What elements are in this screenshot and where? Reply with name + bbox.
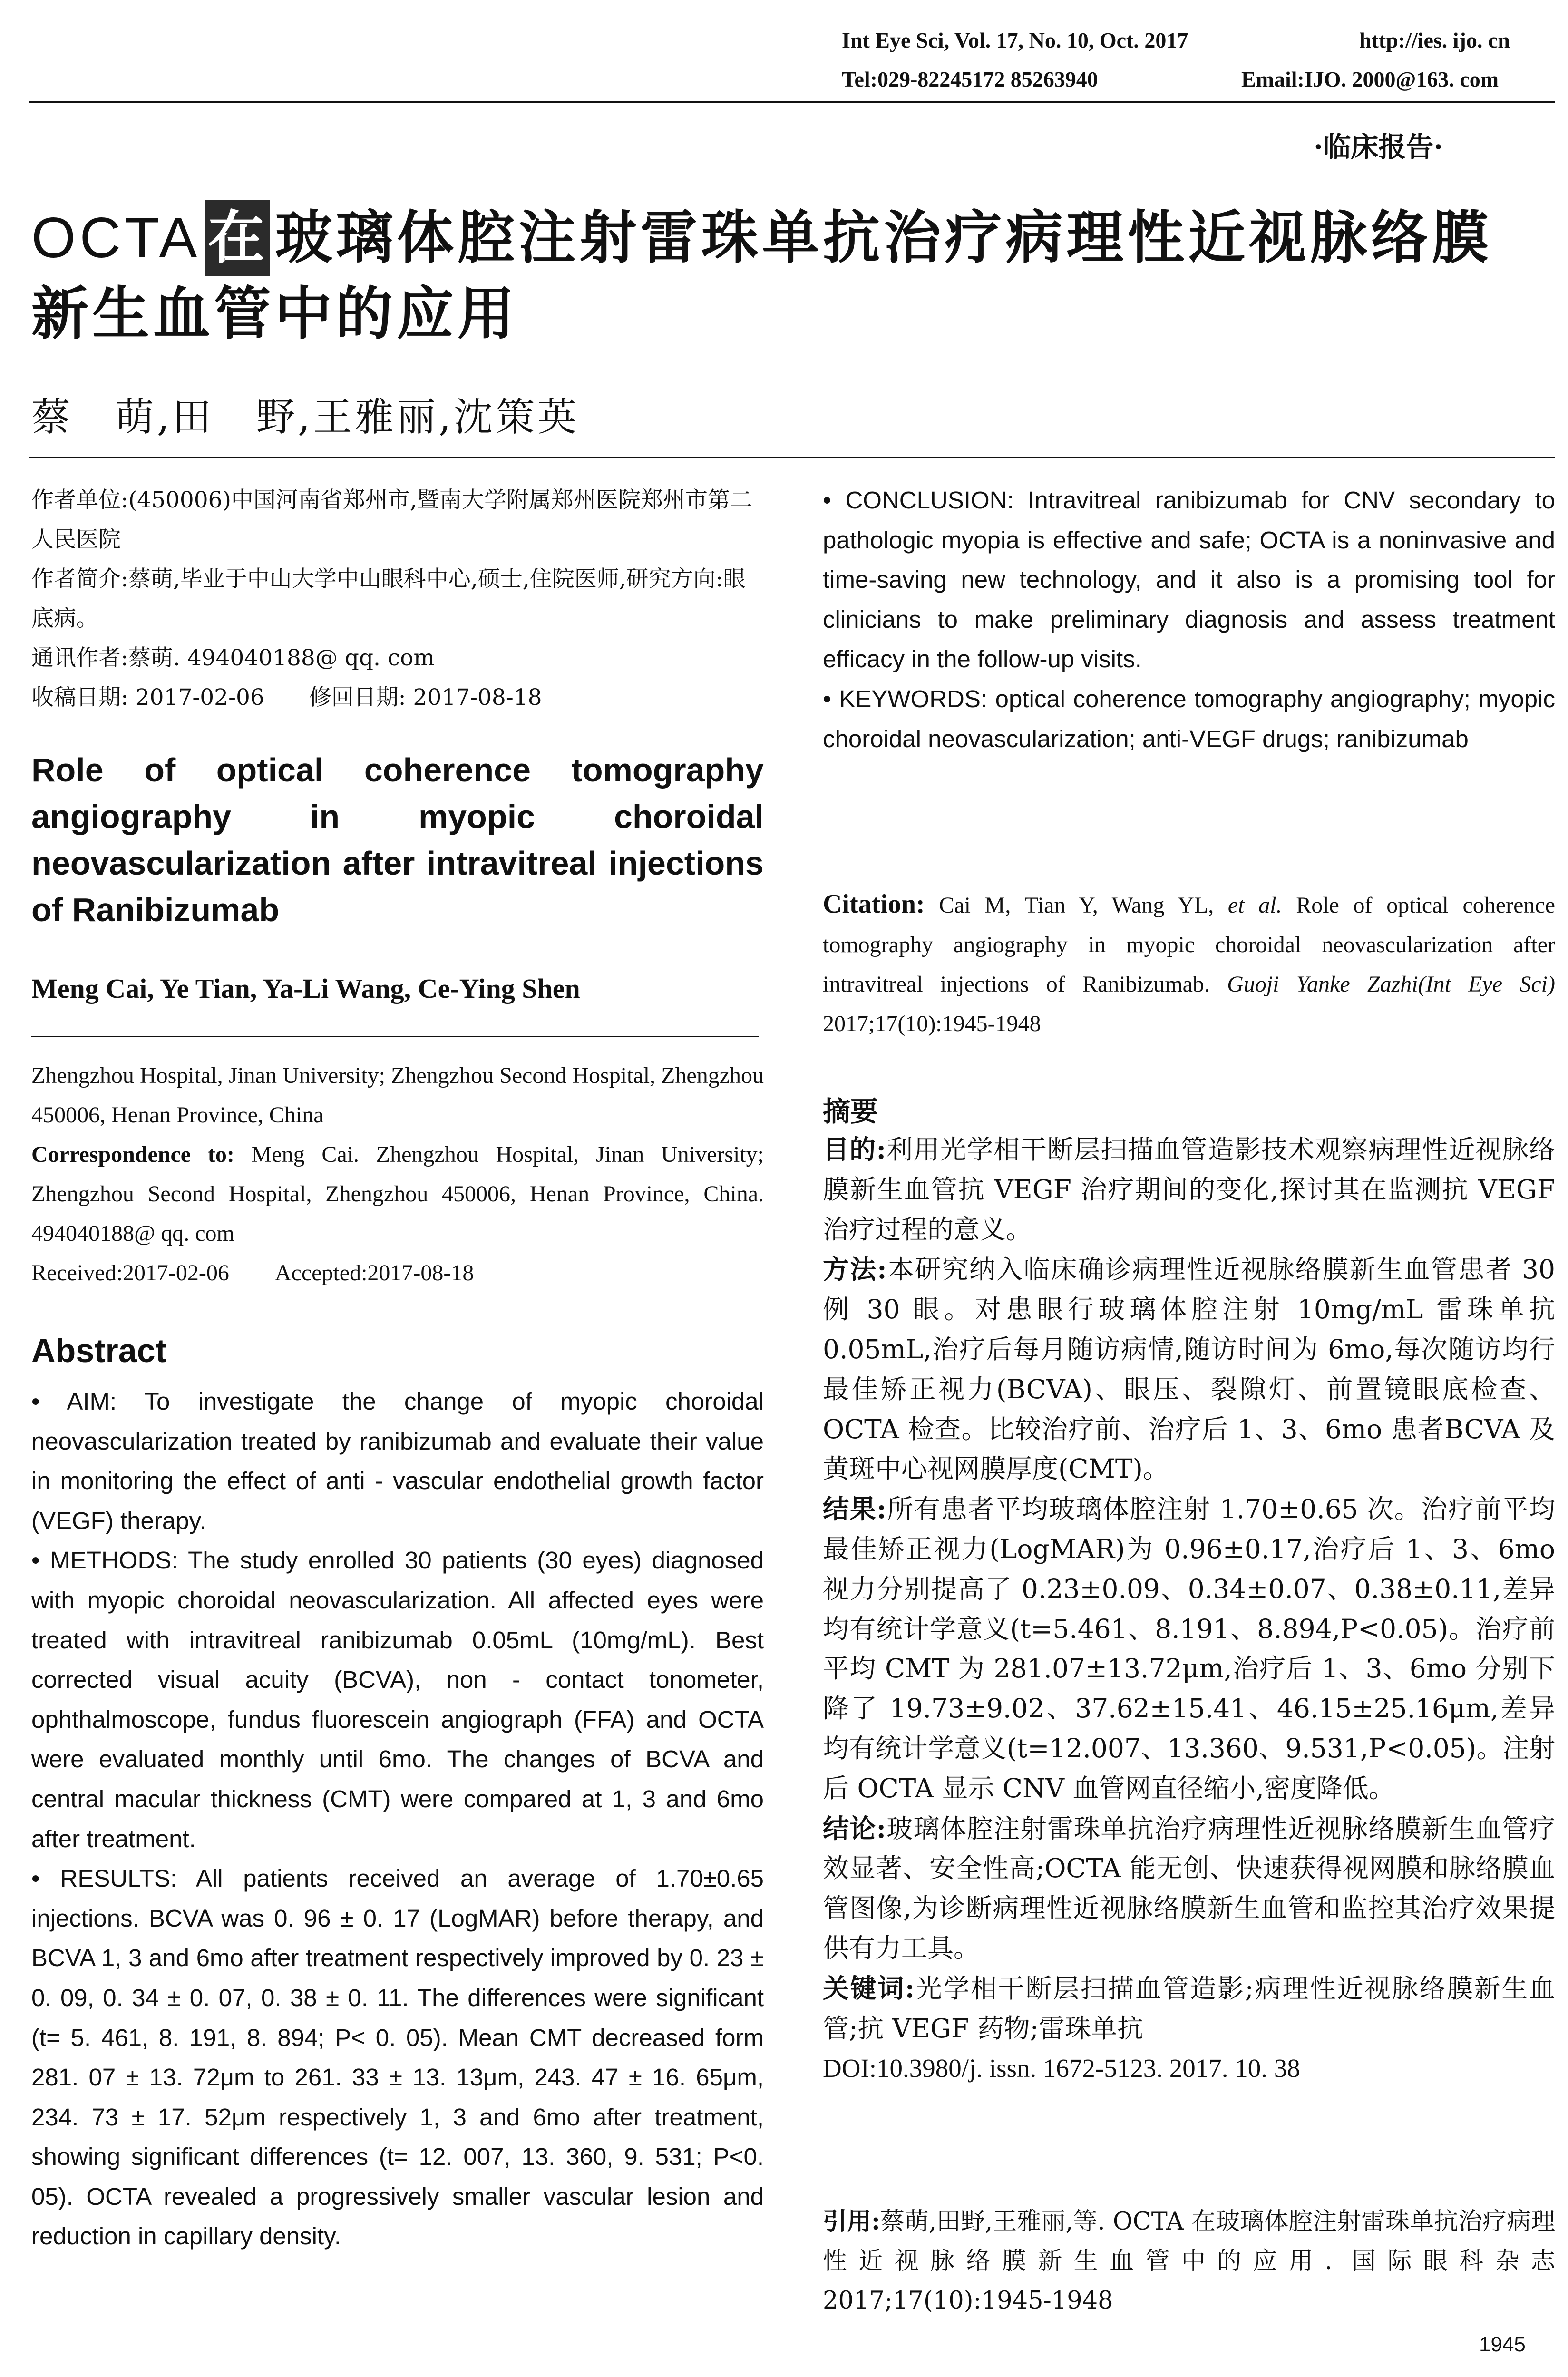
authors-rule — [29, 457, 1555, 458]
results-label-cn: 结果: — [823, 1493, 886, 1525]
section-label: ·临床报告· — [1314, 131, 1443, 163]
journal-tel: Tel:029-82245172 85263940 — [842, 67, 1098, 91]
abstract-keywords: • KEYWORDS: optical coherence tomography angiography; myopic choroidal neovascularization; anti-VEGF drugs; ranibizumab — [823, 679, 1555, 759]
abstract-cn-keywords — [823, 1968, 1555, 2049]
affiliation-unit: 作者单位:(450006)中国河南省郑州市,暨南大学附属郑州医院郑州市第二人民医院 — [31, 487, 752, 553]
methods-label-cn: 方法: — [823, 1254, 887, 1285]
keywords-label-cn: 关键词: — [823, 1972, 915, 2004]
aim-label-cn: 目的: — [823, 1134, 886, 1165]
abstract-body — [31, 1382, 764, 2256]
correspondence-label: Correspondence to: — [31, 1142, 234, 1167]
abstract-aim: • AIM: To investigate the change of myopic choroidal neovascularization treated by ranibizumab and evaluate their value in monitoring the effect of anti - vascular endothelial growth factor (VEGF) therapy. — [31, 1382, 764, 1540]
citation-cn-label: 引用: — [823, 2207, 880, 2236]
citation-title: Role of optical coherence tomography angiography in myopic choroidal neovascularization after intravitreal injections of Ranibizumab. — [823, 893, 1556, 997]
corresponding-author: 通讯作者:蔡萌. 494040188@ qq. com — [31, 645, 435, 671]
title-cn — [31, 200, 1553, 352]
abstract-cn-conclusion — [823, 1809, 1555, 1968]
abstract-cn-body — [823, 1130, 1555, 2088]
citation-authors: Cai M, Tian Y, Wang YL, — [939, 893, 1214, 918]
citation-journal: Guoji Yanke Zazhi(Int Eye Sci) — [1227, 972, 1555, 997]
abstract-cn-results — [823, 1489, 1555, 1808]
citation-cn-text: 蔡萌,田野,王雅丽,等. OCTA 在玻璃体腔注射雷珠单抗治疗病理性近视脉络膜新生血管中的应用. 国际眼科杂志 2017;17(10):1945-1948 — [823, 2208, 1555, 2315]
results-text-cn: 所有患者平均玻璃体腔注射 1.70±0.65 次。治疗前平均最佳矫正视力(LogMAR)为 0.96±0.17,治疗后 1、3、6mo 视力分别提高了 0.23±0.09、0.34±0.07、0.38±0.11,差异均有统计学意义(t=5.461、8.191、8.894,P<0.05)。治疗前平均 CMT 为 281.07±13.72μm,治疗后 1、3、6mo 分别下降了 19.73±9.02、37.62±15.41、46.15±25.16μm,差异均有统计学意义(t=12.007、13.360、9.531,P<0.05)。注射后 OCTA 显示 CNV 血管网直径缩小,密度降低。 — [823, 1494, 1555, 1803]
correspondence-en — [31, 1135, 764, 1253]
conclusion-text-cn: 玻璃体腔注射雷珠单抗治疗病理性近视脉络膜新生血管疗效显著、安全性高;OCTA 能无创、快速获得视网膜和脉络膜血管图像,为诊断病理性近视脉络膜新生血管和监控其治疗效果提供有力工具。 — [823, 1813, 1555, 1963]
abstract-cn-aim — [823, 1130, 1555, 1249]
title-cn-prefix: OCTA — [31, 206, 201, 270]
journal-line: Int Eye Sci, Vol. 17, No. 10, Oct. 2017 — [842, 28, 1188, 52]
author-bio: 作者简介:蔡萌,毕业于中山大学中山眼科中心,硕士,住院医师,研究方向:眼底病。 — [31, 566, 746, 632]
institution-en: Zhengzhou Hospital, Jinan University; Zhengzhou Second Hospital, Zhengzhou 450006, Henan Province, China — [31, 1063, 764, 1128]
journal-email[interactable]: Email:IJO. 2000@163. com — [1241, 67, 1499, 91]
doi[interactable]: DOI:10.3980/j. issn. 1672-5123. 2017. 10. 38 — [823, 2054, 1300, 2083]
title-cn-line2: 新生血管中的应用 — [31, 281, 518, 347]
abstract-conclusion: • CONCLUSION: Intravitreal ranibizumab for CNV secondary to pathologic myopia is effective and safe; OCTA is a noninvasive and time-saving new technology, and it also is a promising tool for clinicians to make preliminary diagnosis and assess treatment efficacy in the follow-up visits. — [823, 480, 1555, 679]
title-en: Role of optical coherence tomography angiography in myopic choroidal neovascularization after intravitreal injections of Ranibizumab — [31, 751, 764, 928]
authors-en: Meng Cai, Ye Tian, Ya-Li Wang, Ce-Ying Shen — [31, 973, 580, 1004]
conclusion-label-cn: 结论: — [823, 1812, 886, 1844]
citation-etal: et al. — [1227, 893, 1282, 918]
citation-ref: 2017;17(10):1945-1948 — [823, 1011, 1041, 1036]
affiliation-en — [31, 1056, 764, 1293]
page-number: 1945 — [1479, 2333, 1526, 2356]
abstract-cn-methods — [823, 1249, 1555, 1489]
title-cn-boxed-char: 在 — [205, 200, 270, 276]
abstract-heading: Abstract — [31, 1332, 166, 1369]
authors-en-rule — [31, 1036, 759, 1037]
keywords-text-cn: 光学相干断层扫描血管造影;病理性近视脉络膜新生血管;抗 VEGF 药物;雷珠单抗 — [823, 1973, 1555, 2044]
title-cn-line1 — [31, 200, 1553, 276]
aim-text-cn: 利用光学相干断层扫描血管造影技术观察病理性近视脉络膜新生血管抗 VEGF 治疗期间的变化,探讨其在监测抗 VEGF 治疗过程的意义。 — [823, 1134, 1555, 1245]
received-accepted-en: Received:2017-02-06 Accepted:2017-08-18 — [31, 1260, 474, 1286]
abstract-cn-heading: 摘要 — [823, 1095, 878, 1128]
abstract-methods: • METHODS: The study enrolled 30 patients (30 eyes) diagnosed with myopic choroidal neovascularization. All affected eyes were treated with intravitreal ranibizumab 0.05mL (10mg/mL). Best corrected visual acuity (BCVA), non - contact tonometer, ophthalmoscope, fundus fluorescein angiograph (FFA) and OCTA were evaluated monthly until 6mo. The changes of BCVA and central macular thickness (CMT) were compared at 1, 3 and 6mo after treatment. — [31, 1540, 764, 1859]
title-cn-rest: 玻璃体腔注射雷珠单抗治疗病理性近视脉络膜 — [275, 205, 1493, 271]
affiliation-cn — [31, 480, 764, 717]
journal-url[interactable]: http://ies. ijo. cn — [1359, 28, 1510, 52]
received-dates-cn: 收稿日期: 2017-02-06 修回日期: 2017-08-18 — [31, 684, 542, 711]
citation-label: Citation: — [823, 889, 925, 919]
citation-en — [823, 885, 1555, 1043]
abstract-body-continued — [823, 480, 1555, 759]
correspondence-text: Meng Cai. Zhengzhou Hospital, Jinan University; Zhengzhou Second Hospital, Zhengzhou 450006, Henan Province, China. 494040188@ qq. com — [31, 1142, 764, 1246]
citation-cn — [823, 2202, 1555, 2320]
abstract-results: • RESULTS: All patients received an average of 1.70±0.65 injections. BCVA was 0. 96 ± 0. 17 (LogMAR) before therapy, and BCVA 1, 3 and 6mo after treatment respectively improved by 0. 23 ± 0. 09, 0. 34 ± 0. 07, 0. 38 ± 0. 11. The differences were significant (t= 5. 461, 8. 191, 8. 894; P< 0. 05). Mean CMT decreased form 281. 07 ± 13. 72μm to 261. 33 ± 13. 13μm, 243. 47 ± 16. 65μm, 234. 73 ± 17. 52μm respectively 1, 3 and 6mo after treatment, showing significant differences (t= 12. 007, 13. 360, 9. 531; P<0. 05). OCTA revealed a progressively smaller vascular lesion and reduction in capillary density. — [31, 1859, 764, 2256]
methods-text-cn: 本研究纳入临床确诊病理性近视脉络膜新生血管患者 30 例 30 眼。对患眼行玻璃体腔注射 10mg/mL 雷珠单抗 0.05mL,治疗后每月随访病情,随访时间为 6mo,每次随访均行最佳矫正视力(BCVA)、眼压、裂隙灯、前置镜眼底检查、OCTA 检查。比较治疗前、治疗后 1、3、6mo 患者BCVA 及黄斑中心视网膜厚度(CMT)。 — [823, 1254, 1555, 1484]
authors-cn: 蔡 萌,田 野,王雅丽,沈策英 — [31, 395, 580, 440]
header-rule — [29, 101, 1555, 103]
